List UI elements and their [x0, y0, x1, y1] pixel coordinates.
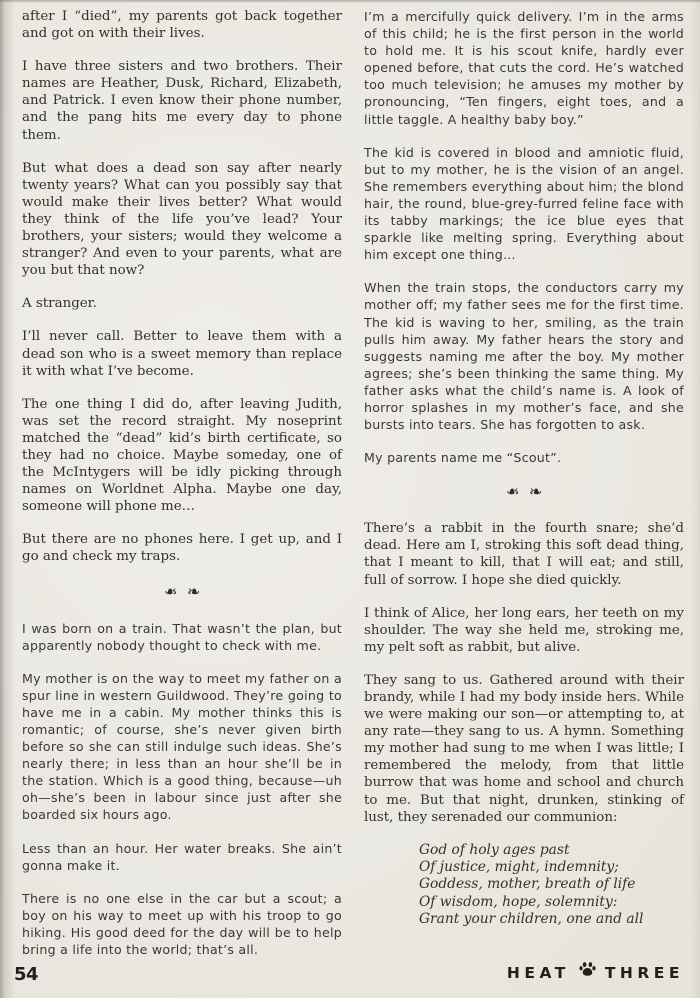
paragraph: But there are no phones here. I get up, and I go and check my traps.: [22, 532, 342, 565]
page-number: 54: [14, 964, 39, 985]
paragraph: There is no one else in the car but a scout; a boy on his way to meet up with his troop to go hiking. His good deed for the day will be to help bring a life into the world; that’s all.: [22, 890, 342, 958]
paragraph: after I “died”, my parents got back together and got on with their lives.: [22, 9, 342, 42]
section-break-ornament: [364, 482, 684, 502]
journal-footer: [507, 962, 684, 983]
poem-line: God of holy ages past: [419, 841, 570, 858]
right-column: [364, 8, 684, 974]
paw-icon: [579, 961, 596, 982]
paragraph: There’s a rabbit in the fourth snare; she’d dead. Here am I, stroking this soft dead thing, that I meant to kill, that I will eat; and still, full of sorrow. I hope she died quickly.: [364, 521, 684, 588]
poem-line: Of wisdom, hope, solemnity:: [419, 893, 618, 910]
left-column: [22, 8, 342, 974]
poem-line: Grant your children, one and all: [419, 910, 644, 927]
section-break-ornament: [22, 582, 342, 602]
fleuron-icon: ❧: [505, 482, 519, 502]
footer-three-label: THREE: [604, 963, 684, 982]
paragraph: But what does a dead son say after nearly twenty years? What can you possibly say that would make their lives better? What would they think of the life you’ve lead? Your brothers, your sisters; would they welcome a stranger? And even to your parents, what are you but that now?: [22, 160, 342, 279]
paragraph: I’m a mercifully quick delivery. I’m in the arms of this child; he is the first person in the world to hold me. It is his scout knife, hardly ever opened before, that cuts the cord. He’s watched too much television; he amuses my mother by pronouncing, “Ten fingers, eight toes, and a little taggle. A healthy baby boy.”: [364, 9, 684, 127]
fleuron-icon: ❧: [529, 482, 543, 502]
paragraph: Less than an hour. Her water breaks. She ain’t gonna make it.: [22, 840, 342, 873]
paragraph: My mother is on the way to meet my father on a spur line in western Guildwood. They’re going to have me in a cabin. My mother thinks this is romantic; of course, she’s never given birth before so she can still indulge such ideas. She’s nearly there; in less than an hour she’ll be in the station. Which is a good thing, because—uh oh—she’s been in labour since just after she boarded six hours ago.: [22, 670, 342, 823]
paragraph: My parents name me “Scout”.: [364, 450, 562, 466]
paragraph: The one thing I did do, after leaving Judith, was set the record straight. My noseprint matched the “dead” kid’s birth certificate, so they had no choice. Maybe someday, one of the McIntygers will be idly picking through names on Worldnet Alpha. Maybe one day, someone will phone me…: [22, 396, 342, 515]
footer-heat-label: HEAT: [506, 963, 570, 982]
paragraph: I think of Alice, her long ears, her teeth on my shoulder. The way she held me, stroking me, my pelt soft as rabbit, but alive.: [364, 605, 684, 655]
fleuron-icon: ❧: [163, 581, 177, 601]
fleuron-icon: ❧: [187, 581, 201, 601]
paragraph: A stranger.: [22, 296, 97, 312]
paragraph: I have three sisters and two brothers. Their names are Heather, Dusk, Richard, Elizabeth, and Patrick. I even know their phone number, and the pang hits me every day to phone them.: [22, 59, 342, 143]
poem-line: Of justice, might, indemnity;: [419, 859, 619, 876]
paragraph: The kid is covered in blood and amniotic fluid, but to my mother, he is the vision of an angel. She remembers everything about him; the blond hair, the round, blue-grey-furred feline face with its tabby markings; the ice blue eyes that sparkle like melting spring. Everything about him except one thing…: [364, 144, 684, 263]
paragraph: They sang to us. Gathered around with their brandy, while I had my body inside hers. While we were making our son—or attempting to, at any rate—they sang to us. A hymn. Something my mother had sung to me when I was little; I remembered the melody, from that little burrow that was home and school and church to me. But that night, drunken, stinking of lust, they serenaded our communion:: [364, 672, 684, 825]
paragraph: I’ll never call. Better to leave them with a dead son who is a sweet memory than replace it with what I’ve become.: [22, 329, 342, 379]
paragraph: When the train stops, the conductors carry my mother off; my father sees me for the first time. The kid is waving to her, smiling, as the train pulls him away. My father hears the story and suggests naming me after the boy. My mother agrees; she’s been thinking the same thing. My father asks what the child’s name is. A look of horror splashes in my mother’s face, and she bursts into tears. She has forgotten to ask.: [364, 280, 684, 433]
paragraph: I was born on a train. That wasn’t the plan, but apparently nobody thought to check with me.: [22, 620, 342, 653]
hymn-verse: [419, 842, 684, 928]
poem-line: Goddess, mother, breath of life: [419, 876, 636, 893]
